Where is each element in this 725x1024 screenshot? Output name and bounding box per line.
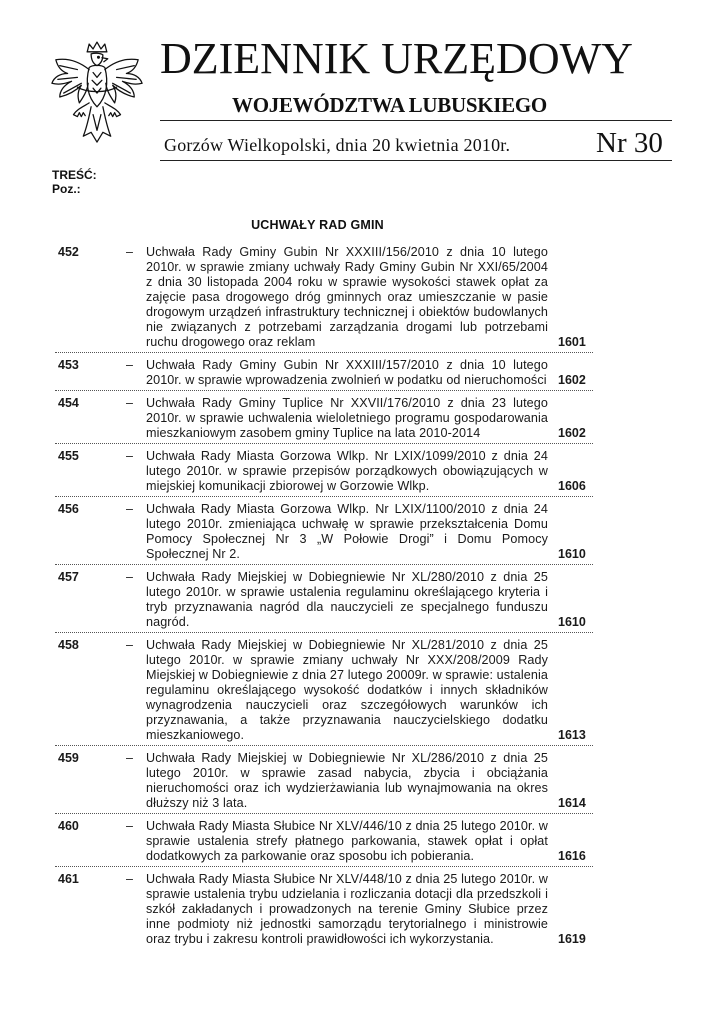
gazette-subtitle: WOJEWÓDZTWA LUBUSKIEGO — [232, 93, 547, 117]
entry-dash: – — [126, 819, 133, 833]
toc-entry[interactable] — [0, 358, 725, 388]
entry-position-number: 459 — [58, 751, 79, 765]
entry-title: Uchwała Rady Miejskiej w Dobiegniewie Nr XL/280/2010 z dnia 25 lutego 2010r. w sprawie ustalenia regulaminu określającego kryteria i tryb przyznawania nagród dla nauczycieli ze specjalnego funduszu nagród. — [146, 570, 548, 629]
entry-position-number: 455 — [58, 449, 79, 463]
header-rule-bottom — [160, 160, 672, 161]
polish-eagle-emblem-icon — [48, 38, 146, 156]
entry-page-number: 1606 — [558, 479, 586, 493]
entry-title: Uchwała Rady Miasta Słubice Nr XLV/448/10 z dnia 25 lutego 2010r. w sprawie ustalenia trybu udzielania i rozliczania dotacji dla przedszkoli i szkół zakładanych i prowadzonych na terenie Gminy Słubice przez inne podmioty niż jednostki samorządu terytorialnego i ministrowie oraz trybu i zakresu kontroli prawidłowości ich wykorzystania. — [146, 872, 548, 946]
toc-entry[interactable] — [0, 570, 725, 630]
issue-number: Nr 30 — [596, 127, 663, 159]
entry-page-number: 1616 — [558, 849, 586, 863]
entry-title: Uchwała Rady Miasta Gorzowa Wlkp. Nr LXIX/1099/2010 z dnia 24 lutego 2010r. w sprawie przepisów porządkowych obowiązujących w miejskiej komunikacji zbiorowej w Gorzowie Wlkp. — [146, 449, 548, 493]
entry-page-number: 1610 — [558, 615, 586, 629]
entry-dash: – — [126, 570, 133, 584]
toc-entry[interactable] — [0, 751, 725, 811]
entry-page-number: 1613 — [558, 728, 586, 742]
toc-entry[interactable] — [0, 819, 725, 864]
entry-title: Uchwała Rady Gminy Gubin Nr XXXIII/156/2010 z dnia 10 lutego 2010r. w sprawie zmiany uchwały Rady Gminy Gubin Nr XXI/65/2004 z dnia 30 listopada 2004 roku w sprawie wysokości stawek opłat za zajęcie pasa drogowego dróg gminnych oraz umieszczanie w pasie drogowym urządzeń infrastruktury technicznej i obiektów budowlanych nie związanych z potrzebami zarządzania drogami lub potrzebami ruchu drogowego oraz reklam — [146, 245, 548, 349]
toc-entry[interactable] — [0, 449, 725, 494]
entry-position-number: 458 — [58, 638, 79, 652]
gazette-title: DZIENNIK URZĘDOWY — [160, 34, 633, 83]
position-label: Poz.: — [52, 182, 81, 196]
toc-entries — [0, 245, 725, 955]
entry-position-number: 457 — [58, 570, 79, 584]
entry-title: Uchwała Rady Miasta Gorzowa Wlkp. Nr LXIX/1100/2010 z dnia 24 lutego 2010r. zmieniająca uchwałę w sprawie przekształcenia Domu Pomocy Społecznej Nr 3 „W Połowie Drogi” i Domu Pomocy Społecznej Nr 2. — [146, 502, 548, 561]
entry-position-number: 461 — [58, 872, 79, 886]
entry-title: Uchwała Rady Miejskiej w Dobiegniewie Nr XL/286/2010 z dnia 25 lutego 2010r. w sprawie zasad nabycia, zbycia i obciążania nieruchomości oraz ich wydzierżawiania lub wynajmowania na okres dłuższy niż 3 lata. — [146, 751, 548, 810]
entry-position-number: 456 — [58, 502, 79, 516]
section-heading-text: UCHWAŁY RAD GMIN — [251, 218, 384, 232]
entry-dash: – — [126, 502, 133, 516]
toc-entry[interactable] — [0, 245, 725, 350]
toc-entry[interactable] — [0, 638, 725, 743]
entry-title: Uchwała Rady Gminy Gubin Nr XXXIII/157/2010 z dnia 10 lutego 2010r. w sprawie wprowadzenia zwolnień w podatku od nieruchomości — [146, 358, 548, 387]
contents-label: TREŚĆ: — [52, 168, 97, 182]
header-rule-top — [160, 120, 672, 121]
toc-entry[interactable] — [0, 502, 725, 562]
entry-dash: – — [126, 449, 133, 463]
entry-title: Uchwała Rady Gminy Tuplice Nr XXVII/176/2010 z dnia 23 lutego 2010r. w sprawie uchwalenia wieloletniego programu gospodarowania mieszkaniowym zasobem gminy Tuplice na lata 2010-2014 — [146, 396, 548, 440]
entry-dash: – — [126, 638, 133, 652]
entry-position-number: 454 — [58, 396, 79, 410]
entry-page-number: 1619 — [558, 932, 586, 946]
entry-position-number: 453 — [58, 358, 79, 372]
place-and-date: Gorzów Wielkopolski, dnia 20 kwietnia 2010r. — [164, 135, 511, 155]
toc-entry[interactable] — [0, 872, 725, 947]
entry-page-number: 1610 — [558, 547, 586, 561]
entry-title: Uchwała Rady Miasta Słubice Nr XLV/446/10 z dnia 25 lutego 2010r. w sprawie ustalenia strefy płatnego parkowania, stawek opłat i opłat dodatkowych za parkowanie oraz sposobu ich pobierania. — [146, 819, 548, 863]
entry-page-number: 1602 — [558, 373, 586, 387]
entry-page-number: 1602 — [558, 426, 586, 440]
entry-page-number: 1601 — [558, 335, 586, 349]
entry-position-number: 460 — [58, 819, 79, 833]
entry-position-number: 452 — [58, 245, 79, 259]
entry-dash: – — [126, 751, 133, 765]
entry-dash: – — [126, 358, 133, 372]
entry-page-number: 1614 — [558, 796, 586, 810]
entry-dash: – — [126, 872, 133, 886]
entry-dash: – — [126, 245, 133, 259]
entry-dash: – — [126, 396, 133, 410]
toc-entry[interactable] — [0, 396, 725, 441]
entry-title: Uchwała Rady Miejskiej w Dobiegniewie Nr XL/281/2010 z dnia 25 lutego 2010r. w sprawie zmiany uchwały Nr XXX/208/2009 Rady Miejskiej w Dobiegniewie z dnia 27 lutego 20009r. w sprawie: ustalenia regulaminu określającego wysokość dodatków i innych składników wynagrodzenia nauczycieli oraz szczegółowych warunków ich przyznawania, a także przyznawania nauczycielskiego dodatku mieszkaniowego. — [146, 638, 548, 742]
section-heading — [0, 218, 725, 232]
